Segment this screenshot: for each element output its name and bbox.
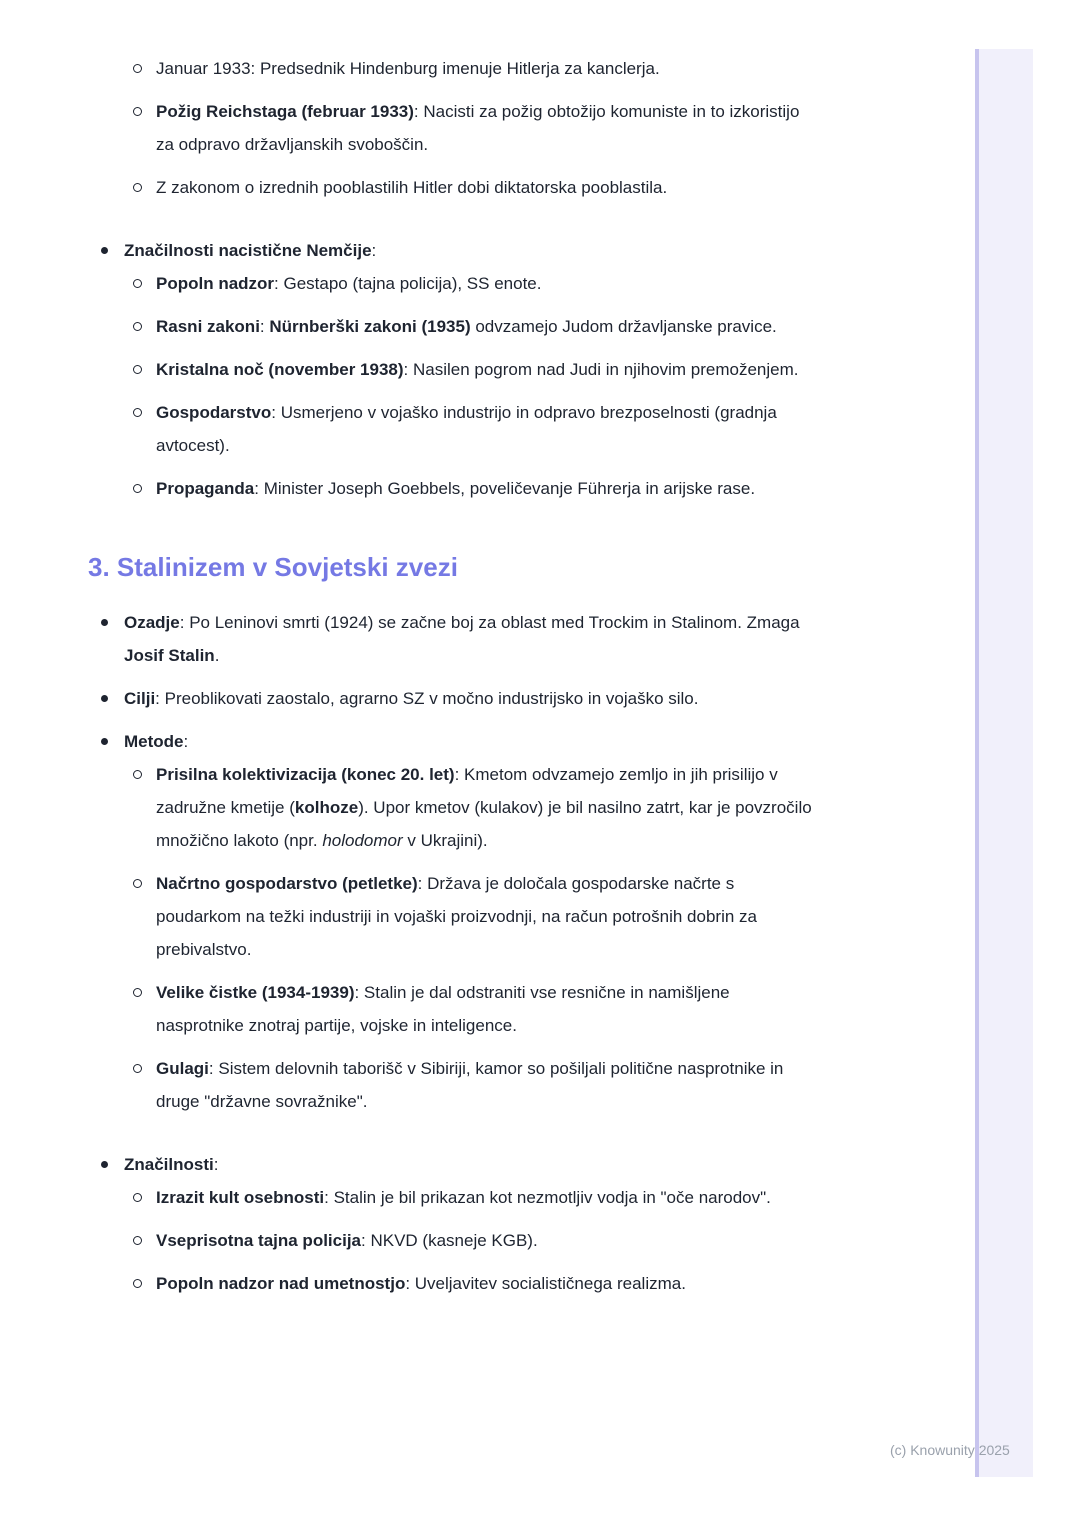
list-item	[88, 725, 822, 1148]
bullet-circle-icon	[133, 1193, 142, 1202]
text-run: :	[371, 241, 377, 260]
bold-text: Vseprisotna tajna policija	[156, 1231, 362, 1250]
bullet-dot-icon	[101, 695, 108, 702]
bullet-circle-icon	[133, 770, 142, 779]
text-run: odvzamejo Judom državljanske pravice.	[470, 317, 777, 336]
bullet-list	[88, 606, 822, 1330]
bullet-circle-icon	[133, 988, 142, 997]
text-run: : Po Leninovi smrti (1924) se začne boj za oblast med Trockim in Stalinom. Zmaga	[179, 613, 800, 632]
bold-text: Kristalna noč (november 1938)	[156, 360, 404, 379]
list-item	[124, 758, 822, 867]
section-heading: 3. Stalinizem v Sovjetski zvezi	[88, 552, 458, 582]
bold-text: Rasni zakoni	[156, 317, 260, 336]
bullet-dot-icon	[101, 1161, 108, 1168]
nested-list	[124, 1181, 822, 1320]
bullet-circle-icon	[133, 365, 142, 374]
text-run: : Preoblikovati zaostalo, agrarno SZ v močno industrijsko in vojaško silo.	[155, 689, 699, 708]
list-item	[124, 1224, 822, 1267]
bullet-circle-icon	[133, 279, 142, 288]
bold-text: Velike čistke (1934-1939)	[156, 983, 355, 1002]
text-run: .	[214, 646, 220, 665]
list-item-text	[156, 1188, 771, 1207]
list-item	[124, 353, 822, 396]
bullet-dot-icon	[101, 619, 108, 626]
list-item	[88, 682, 822, 725]
list-item-text	[124, 732, 188, 751]
bold-text: Propaganda	[156, 479, 255, 498]
list-item-text	[156, 59, 660, 78]
list-item	[124, 867, 822, 976]
bold-text: Popoln nadzor	[156, 274, 275, 293]
text-run: : Država je določala gospodarske načrte s poudarkom na težki industriji in vojaški proizvodnji, na račun potrošnih dobrin za prebivalstvo.	[156, 874, 757, 959]
bullet-circle-icon	[133, 1279, 142, 1288]
bold-text: Cilji	[124, 689, 156, 708]
list-item-text	[124, 689, 698, 708]
list-item-text	[156, 1059, 783, 1111]
text-run: : Gestapo (tajna policija), SS enote.	[274, 274, 542, 293]
bold-text: Josif Stalin	[124, 646, 215, 665]
list-item	[124, 52, 822, 95]
text-run: : Stalin je bil prikazan kot nezmotljiv vodja in "oče narodov".	[324, 1188, 771, 1207]
bullet-dot-icon	[101, 247, 108, 254]
bullet-circle-icon	[133, 1236, 142, 1245]
bullet-list	[88, 234, 822, 535]
bold-text: Nürnberški zakoni (1935)	[269, 317, 471, 336]
continuation-sublist	[88, 52, 822, 234]
side-strip	[975, 49, 1033, 1477]
list-item-text	[156, 874, 757, 959]
nested-list	[124, 758, 822, 1138]
list-item	[124, 267, 822, 310]
list-item	[124, 310, 822, 353]
list-item	[88, 1148, 822, 1330]
list-item-text	[124, 1155, 218, 1174]
list-item-text	[124, 613, 800, 665]
bold-text: Požig Reichstaga (februar 1933)	[156, 102, 414, 121]
bold-text: Značilnosti	[124, 1155, 214, 1174]
bold-text: Metode	[124, 732, 184, 751]
list-item	[124, 95, 822, 171]
document-content	[88, 52, 822, 1330]
list-item	[124, 171, 822, 214]
nested-list	[124, 267, 822, 525]
text-run: Z zakonom o izrednih pooblastilih Hitler dobi diktatorska pooblastila.	[156, 178, 668, 197]
text-run: :	[213, 1155, 219, 1174]
list-item	[124, 976, 822, 1052]
text-run: : Uveljavitev socialističnega realizma.	[405, 1274, 686, 1293]
text-run: v Ukrajini).	[402, 831, 488, 850]
list-item	[124, 1181, 822, 1224]
text-run: : Stalin je dal odstraniti vse resnične in namišljene nasprotnike znotraj partije, vojske in inteligence.	[156, 983, 730, 1035]
bold-text: kolhoze	[294, 798, 359, 817]
list-item	[124, 396, 822, 472]
text-run: ). Upor kmetov (kulakov) je bil nasilno zatrt, kar je povzročilo množično lakoto (npr.	[156, 798, 812, 850]
list-item-text	[156, 274, 541, 293]
text-run: Januar 1933: Predsednik Hindenburg imenuje Hitlerja za kanclerja.	[156, 59, 660, 78]
list-item-text	[156, 360, 799, 379]
italic-text: holodomor	[322, 831, 403, 850]
text-run: : Kmetom odvzamejo zemljo in jih prisilijo v zadružne kmetije (	[156, 765, 778, 817]
text-run: : Nacisti za požig obtožijo komuniste in to izkoristijo za odpravo državljanskih svoboščin.	[156, 102, 800, 154]
bullet-circle-icon	[133, 322, 142, 331]
list-item	[124, 1267, 822, 1310]
list-item-text	[156, 1231, 538, 1250]
bullet-circle-icon	[133, 1064, 142, 1073]
bullet-circle-icon	[133, 879, 142, 888]
text-run: : Nasilen pogrom nad Judi in njihovim premoženjem.	[403, 360, 799, 379]
bullet-circle-icon	[133, 64, 142, 73]
text-run: : Usmerjeno v vojaško industrijo in odpravo brezposelnosti (gradnja avtocest).	[156, 403, 777, 455]
bullet-circle-icon	[133, 107, 142, 116]
list-item	[124, 472, 822, 515]
bold-text: Prisilna kolektivizacija (konec 20. let)	[156, 765, 455, 784]
text-run: :	[259, 317, 270, 336]
list-item	[88, 606, 822, 682]
bold-text: Značilnosti nacistične Nemčije	[124, 241, 372, 260]
list-item-text	[156, 102, 799, 154]
list-item-text	[156, 983, 730, 1035]
text-run: : Minister Joseph Goebbels, poveličevanje Führerja in arijske rase.	[254, 479, 756, 498]
list-item-text	[156, 765, 812, 850]
text-run: : NKVD (kasneje KGB).	[361, 1231, 538, 1250]
bullet-dot-icon	[101, 738, 108, 745]
bold-text: Ozadje	[124, 613, 180, 632]
bold-text: Gospodarstvo	[156, 403, 272, 422]
text-run: :	[183, 732, 189, 751]
bullet-circle-icon	[133, 183, 142, 192]
text-run: : Sistem delovnih taborišč v Sibiriji, kamor so pošiljali politične nasprotnike in druge "državne sovražnike".	[156, 1059, 784, 1111]
list-item-text	[156, 317, 777, 336]
bold-text: Popoln nadzor nad umetnostjo	[156, 1274, 406, 1293]
bullet-circle-icon	[133, 484, 142, 493]
watermark: (c) Knowunity 2025	[890, 1442, 1010, 1458]
list-item-text	[156, 403, 777, 455]
bullet-circle-icon	[133, 408, 142, 417]
list-item-text	[156, 1274, 686, 1293]
list-item-text	[124, 241, 376, 260]
list-item	[88, 234, 822, 535]
list-item-text	[156, 178, 667, 197]
bold-text: Izrazit kult osebnosti	[156, 1188, 325, 1207]
bold-text: Načrtno gospodarstvo (petletke)	[156, 874, 418, 893]
bold-text: Gulagi	[156, 1059, 209, 1078]
list-item-text	[156, 479, 755, 498]
list-item	[124, 1052, 822, 1128]
